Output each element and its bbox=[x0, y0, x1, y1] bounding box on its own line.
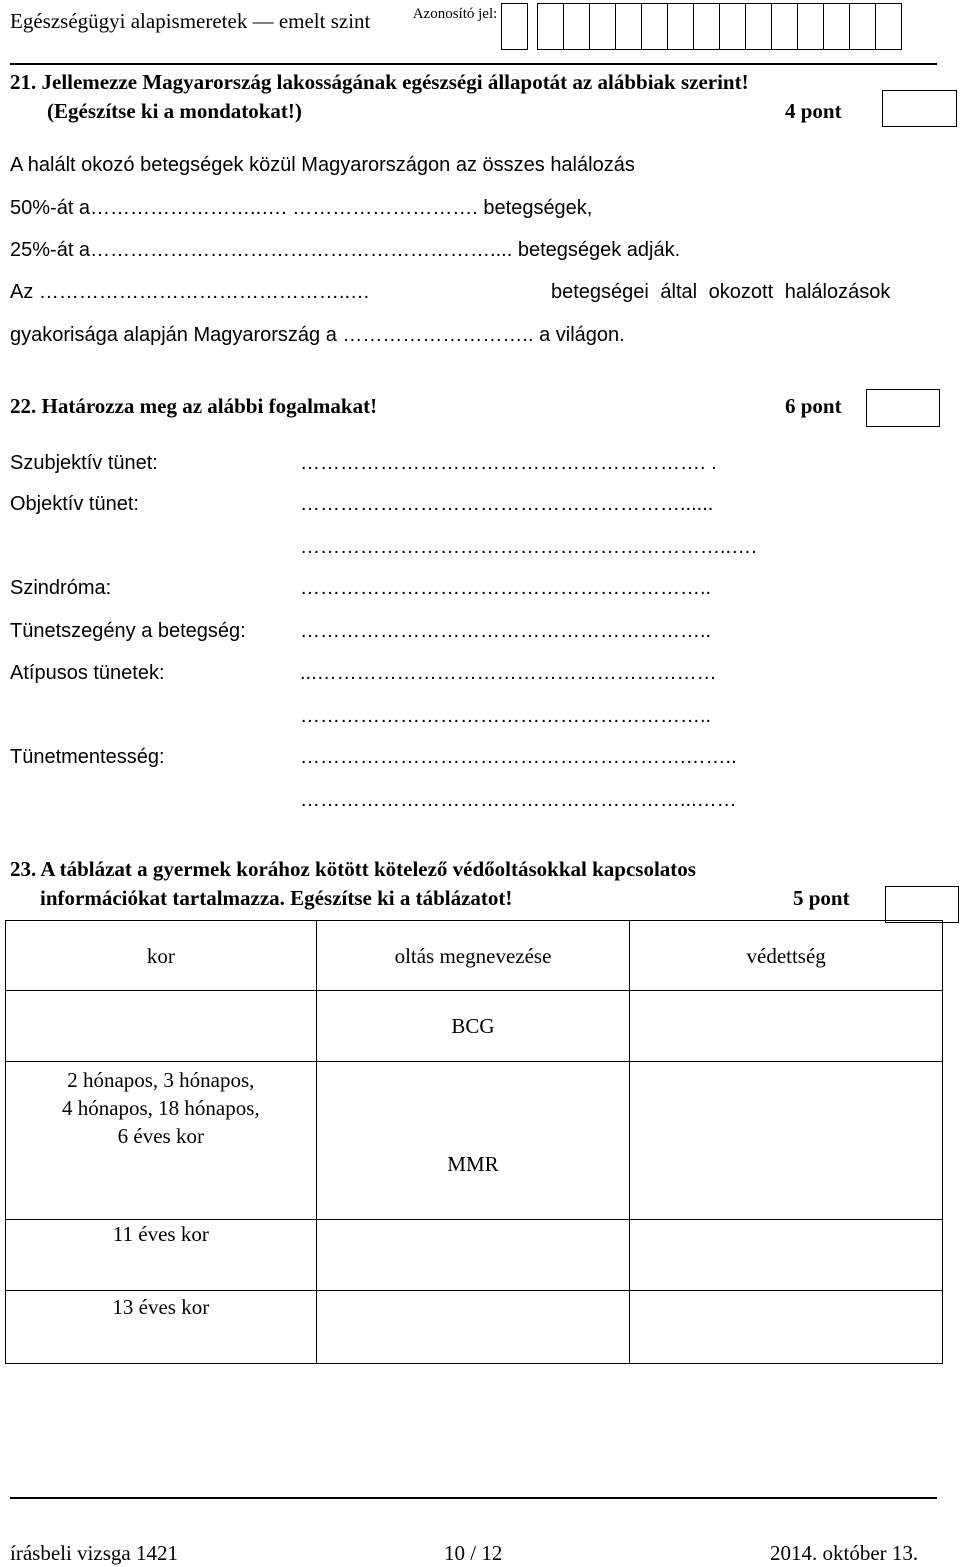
header-cell-kor: kor bbox=[6, 921, 317, 991]
azonosito-label: Azonosító jel: bbox=[412, 6, 498, 22]
table-header-row bbox=[6, 921, 943, 991]
table-row bbox=[6, 1220, 943, 1291]
q23-title-line2: információkat tartalmazza. Egészítse ki a táblázatot! bbox=[40, 886, 513, 910]
q23-title-line1: 23. A táblázat a gyermek korához kötött kötelező védőoltásokkal kapcsolatos bbox=[10, 857, 696, 881]
id-digit-box[interactable] bbox=[745, 3, 772, 50]
id-digit-box[interactable] bbox=[537, 3, 564, 50]
table-row bbox=[6, 1062, 943, 1220]
cell-oltas: BCG bbox=[316, 991, 630, 1062]
q22-label-objektiv: Objektív tünet: bbox=[10, 493, 139, 515]
q21-sentence-5: gyakorisága alapján Magyarország a ……………………….. a világon. bbox=[10, 324, 625, 346]
id-digit-box[interactable] bbox=[771, 3, 798, 50]
q23-score-box[interactable] bbox=[885, 886, 959, 923]
footer-date: 2014. október 13. bbox=[770, 1541, 919, 1565]
q21-sentence-4b: betegségei által okozott halálozások bbox=[551, 281, 891, 303]
id-digit-box[interactable] bbox=[719, 3, 746, 50]
cell-kor: 13 éves kor bbox=[6, 1291, 317, 1364]
id-digit-box[interactable] bbox=[589, 3, 616, 50]
q21-sentence-3: 25%-át a…………………………………………………….... betegségek adják. bbox=[10, 239, 681, 261]
q22-answer-atipusos-1: ...…………………………………………………… bbox=[300, 662, 717, 684]
id-digit-box[interactable] bbox=[849, 3, 876, 50]
id-digit-box[interactable] bbox=[823, 3, 850, 50]
cell-kor-multi bbox=[6, 1062, 317, 1220]
id-digit-box[interactable] bbox=[797, 3, 824, 50]
q21-title-line1: 21. Jellemezze Magyarország lakosságának egészségi állapotát az alábbiak szerint! bbox=[10, 70, 749, 94]
q22-answer-objektiv-2: ………………………………………………………..…. bbox=[300, 536, 757, 558]
id-digit-box[interactable] bbox=[563, 3, 590, 50]
id-box-row bbox=[502, 3, 902, 50]
kor-line: 6 éves kor bbox=[117, 1124, 204, 1148]
id-digit-box[interactable] bbox=[875, 3, 902, 50]
table-row bbox=[6, 991, 943, 1062]
q22-label-szindroma: Szindróma: bbox=[10, 577, 112, 599]
header-cell-oltas: oltás megnevezése bbox=[316, 921, 630, 991]
vaccination-table bbox=[5, 920, 943, 1364]
footer-page-number: 10 / 12 bbox=[444, 1541, 503, 1565]
q22-answer-atipusos-2: …………………………………………………….. bbox=[300, 705, 712, 727]
q22-title: 22. Határozza meg az alábbi fogalmakat! bbox=[10, 394, 378, 418]
table-row bbox=[6, 1291, 943, 1364]
cell-vedettseg-empty[interactable] bbox=[630, 991, 943, 1062]
id-digit-box[interactable] bbox=[667, 3, 694, 50]
id-digit-box[interactable] bbox=[693, 3, 720, 50]
q22-answer-tunetmentesseg-2: …………………………………………………...…… bbox=[300, 789, 737, 811]
q22-answer-tunetszegeny: …………………………………………………….. bbox=[300, 620, 712, 642]
cell-vedettseg-empty[interactable] bbox=[630, 1291, 943, 1364]
cell-kor: 11 éves kor bbox=[6, 1220, 317, 1291]
footer-rule bbox=[10, 1497, 937, 1499]
q22-label-szubjektiv: Szubjektív tünet: bbox=[10, 452, 158, 474]
id-digit-box[interactable] bbox=[501, 3, 528, 50]
q22-label-atipusos: Atípusos tünetek: bbox=[10, 662, 165, 684]
header-rule bbox=[10, 63, 937, 65]
kor-line: 4 hónapos, 18 hónapos, bbox=[61, 1096, 260, 1120]
q22-points: 6 pont bbox=[785, 394, 842, 418]
q23-points: 5 pont bbox=[793, 886, 850, 910]
cell-oltas-mmr: MMR bbox=[316, 1062, 630, 1220]
cell-oltas-empty[interactable] bbox=[316, 1291, 630, 1364]
kor-line: 2 hónapos, 3 hónapos, bbox=[67, 1068, 255, 1092]
header-cell-vedettseg: védettség bbox=[630, 921, 943, 991]
q22-score-box[interactable] bbox=[866, 389, 940, 427]
cell-kor-empty[interactable] bbox=[6, 991, 317, 1062]
q22-label-tunetmentesseg: Tünetmentesség: bbox=[10, 746, 165, 768]
q21-title-line2: (Egészítse ki a mondatokat!) bbox=[47, 99, 302, 123]
header-title: Egészségügyi alapismeretek — emelt szint bbox=[10, 9, 371, 33]
q22-answer-szubjektiv: ……………………………………………………. . bbox=[300, 452, 717, 474]
q22-answer-szindroma: …………………………………………………….. bbox=[300, 577, 712, 599]
footer-left: írásbeli vizsga 1421 bbox=[10, 1541, 178, 1565]
q21-sentence-2: 50%-át a……………………..…. ………………………. betegségek, bbox=[10, 197, 593, 219]
q21-points: 4 pont bbox=[785, 99, 842, 123]
q21-score-box[interactable] bbox=[882, 90, 957, 127]
id-digit-box[interactable] bbox=[641, 3, 668, 50]
q22-answer-tunetmentesseg-1: ………………………………………………….…….. bbox=[300, 746, 737, 768]
id-digit-box[interactable] bbox=[615, 3, 642, 50]
cell-vedettseg-empty[interactable] bbox=[630, 1062, 943, 1220]
q22-answer-objektiv-1: …………………………………………………...... bbox=[300, 493, 714, 515]
q21-sentence-4a: Az ………………………………………..… bbox=[10, 281, 371, 303]
q21-sentence-1: A halált okozó betegségek közül Magyarországon az összes halálozás bbox=[10, 154, 635, 176]
cell-vedettseg-empty[interactable] bbox=[630, 1220, 943, 1291]
q22-label-tunetszegeny: Tünetszegény a betegség: bbox=[10, 620, 246, 642]
cell-oltas-empty[interactable] bbox=[316, 1220, 630, 1291]
